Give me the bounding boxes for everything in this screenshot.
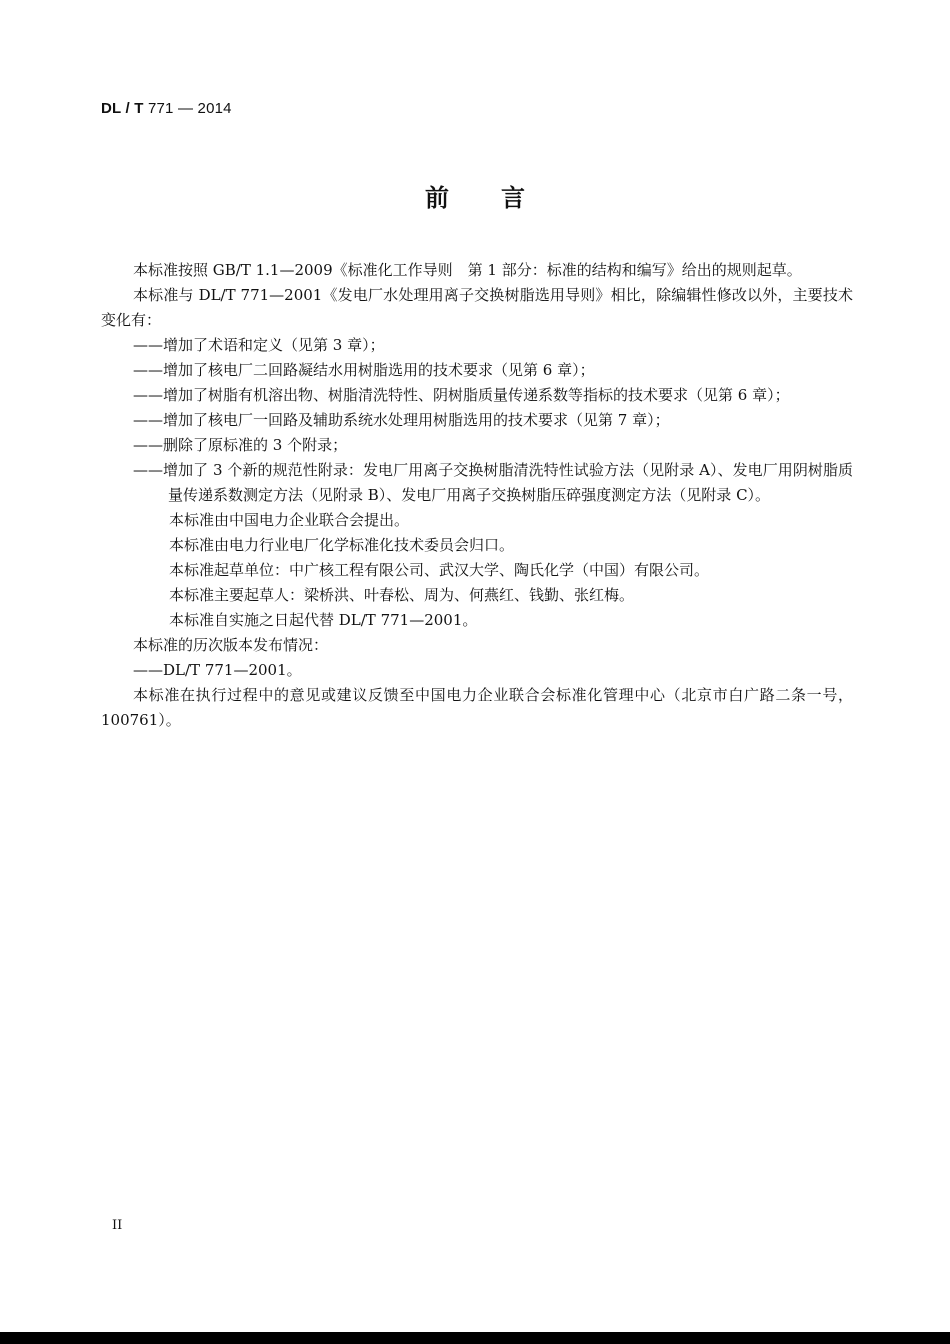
- change-item: ——增加了术语和定义（见第 3 章）；: [133, 336, 385, 354]
- paragraph-drafting-rules: 本标准按照 GB/T 1.1—2009《标准化工作导则 第 1 部分：标准的结构和编写》给出的规则起草。: [133, 261, 802, 279]
- change-item: ——增加了 3 个新的规范性附录：发电厂用离子交换树脂清洗特性试验方法（见附录 A）、发电厂用阴树脂质量传递系数测定方法（见附录 B）、发电厂用离子交换树脂压碎强度测定方法（见附录 C）。: [133, 461, 853, 504]
- paragraph-drafters: 本标准主要起草人：梁桥洪、叶春松、周为、何燕红、钱勤、张红梅。: [169, 586, 635, 604]
- page-number: II: [112, 1218, 123, 1233]
- standard-code: [101, 100, 232, 117]
- change-item: ——删除了原标准的 3 个附录；: [133, 436, 348, 454]
- paragraph-drafting-units: 本标准起草单位：中广核工程有限公司、武汉大学、陶氏化学（中国）有限公司。: [169, 561, 710, 579]
- standard-code-number: 771 — 2014: [143, 100, 232, 117]
- change-item: ——增加了树脂有机溶出物、树脂清洗特性、阴树脂质量传递系数等指标的技术要求（见第 6 章）；: [133, 386, 790, 404]
- paragraph-history-item: ——DL/T 771—2001。: [133, 661, 302, 679]
- paragraph-comparison: 本标准与 DL/T 771—2001《发电厂水处理用离子交换树脂选用导则》相比，除编辑性修改以外，主要技术变化有：: [101, 286, 853, 329]
- paragraph-replaces: 本标准自实施之日起代替 DL/T 771—2001。: [169, 611, 478, 629]
- change-item: ——增加了核电厂一回路及辅助系统水处理用树脂选用的技术要求（见第 7 章）；: [133, 411, 670, 429]
- paragraph-committee: 本标准由电力行业电厂化学标准化技术委员会归口。: [169, 536, 515, 554]
- bottom-border: [0, 1332, 950, 1344]
- paragraph-history-intro: 本标准的历次版本发布情况：: [133, 636, 329, 654]
- paragraph-proposer: 本标准由中国电力企业联合会提出。: [169, 511, 410, 529]
- foreword-body: [101, 258, 853, 733]
- standard-code-prefix: DL / T: [101, 100, 144, 117]
- paragraph-feedback: 本标准在执行过程中的意见或建议反馈至中国电力企业联合会标准化管理中心（北京市白广路二条一号，100761）。: [101, 686, 853, 729]
- change-item: ——增加了核电厂二回路凝结水用树脂选用的技术要求（见第 6 章）；: [133, 361, 595, 379]
- page-title: 前言: [425, 184, 577, 212]
